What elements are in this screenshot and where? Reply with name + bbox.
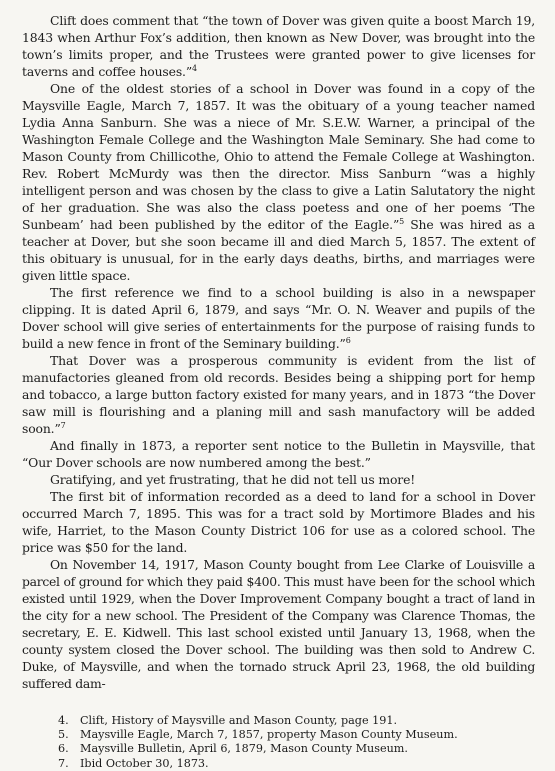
paragraph: Gratifying, and yet frustrating, that he did not tell us more! [50,472,416,487]
paragraph: That Dover was a prosperous community is evident from the list of manufactories gleaned from old records. Besides being a shipping port for hemp and tobacco, a large button factory existed for many years, and in 1873 “the Dover saw mill is flourishing and a planing mill and sash manufactory will be added soon.”$^7$ [22,353,535,436]
footnote-number: 6. [58,742,69,756]
paragraph: The first bit of information recorded as a deed to land for a school in Dover occurred March 7, 1895. This was for a tract sold by Mortimore Blades and his wife, Harriet, to the Mason County District 106 for use as a colored school. The price was $50 for the land. [22,489,535,555]
footnote-text: Maysville Bulletin, April 6, 1879, Mason County Museum. [80,742,408,756]
footnote-text: Ibid October 30, 1873. [80,756,209,770]
paragraph: And finally in 1873, a reporter sent notice to the Bulletin in Maysville, that “Our Dover schools are now numbered among the best.” [22,438,535,470]
footnote [58,728,535,742]
footnote-number: 4. [58,714,69,727]
paragraph: Clift does comment that “the town of Dover was given quite a boost March 19, 1843 when Arthur Fox’s addition, then known as New Dover, was brought into the town’s limits proper, and the Trustees were granted power to give licenses for taverns and coffee houses.”$^4$ [22,13,535,79]
footnote-number: 5. [58,728,69,742]
footnote [58,714,535,728]
footnote-text: Clift, History of Maysville and Mason County, page 191. [80,714,398,727]
paragraph: On November 14, 1917, Mason County bought from Lee Clarke of Louisville a parcel of ground for which they paid $400. This must have been for the school which existed until 1929, when the Dover Improvement Company bought a tract of land in the city for a new school. The President of the Company was Clarence Thomas, the secretary, E. E. Kidwell. This last school existed until January 13, 1968, when the county system closed the Dover school. The building was then sold to Andrew C. Duke, of Maysville, and when the tornado struck April 23, 1968, the old building suffered dam- [22,557,535,691]
footnote-text: Maysville Eagle, March 7, 1857, property Mason County Museum. [80,728,458,742]
footnote-number: 7. [58,756,69,770]
footnote-reference: 6 [345,335,351,345]
footnote [58,742,535,756]
paragraph: The first reference we find to a school building is also in a newspaper clipping. It is dated April 6, 1879, and says “Mr. O. N. Weaver and pupils of the Dover school will give series of entertainments for the purpose of raising funds to build a new fence in front of the Seminary building.”$^6$ [22,285,535,351]
paragraph: One of the oldest stories of a school in Dover was found in a copy of the Maysville Eagle, March 7, 1857. It was the obituary of a young teacher named Lydia Anna Sanburn. She was a niece of Mr. S.E.W. Warner, a principal of the Washington Female College and the Washington Male Seminary. She had come to Mason County from Chillicothe, Ohio to attend the Female College at Washington. Rev. Robert McMurdy was then the director. Miss Sanburn “was a highly intelligent person and was chosen by the class to give a Latin Salutatory the night of her graduation. She was also the class poetess and one of her poems ‘The Sunbeam’ had been published by the editor of the Eagle.”$^5$ She was hired as a teacher at Dover, but she soon became ill and died March 5, 1857. The extent of this obituary is unusual, for in the early days deaths, births, and marriages were given little space. [22,81,535,283]
body-text [22,12,535,692]
footnote-reference: 5 [399,216,405,226]
footnote-reference: 7 [60,420,66,430]
footnote-reference: 4 [192,63,197,73]
footnotes [22,714,535,771]
footnote [58,757,535,771]
